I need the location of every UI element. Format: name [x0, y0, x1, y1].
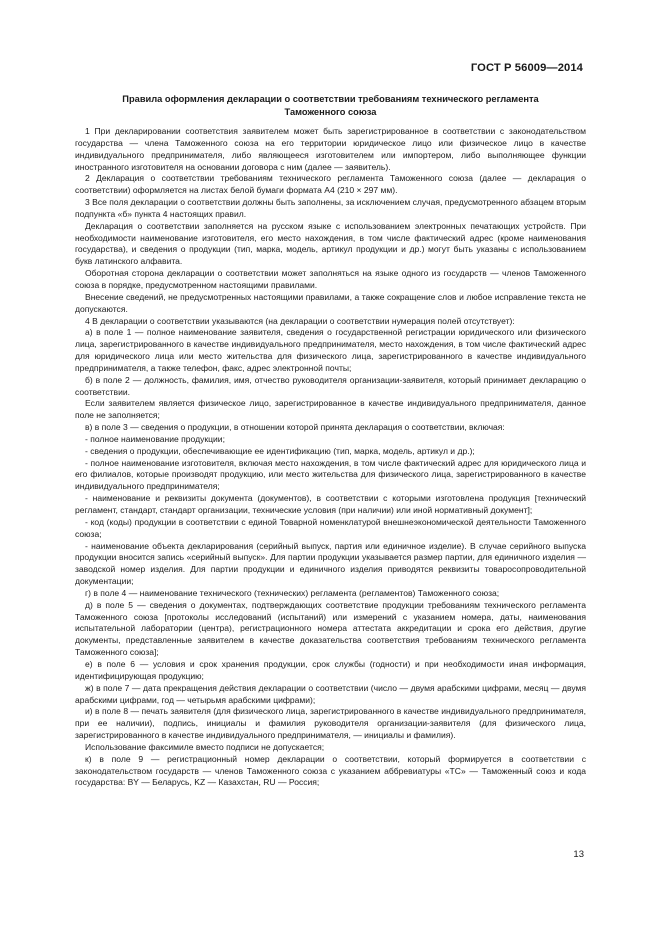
paragraph: б) в поле 2 — должность, фамилия, имя, отчество руководителя организации-заявителя, который принимает декларацию о соответствии. — [75, 374, 586, 397]
section-title — [75, 93, 586, 118]
standard-code-header: ГОСТ Р 56009—2014 — [470, 62, 583, 74]
paragraph: к) в поле 9 — регистрационный номер декларации о соответствии, который формируется в соответствии с законодательством государств — членов Таможенного союза с указанием аббревиатуры «ТС» — Таможенный союз и кода государства: BY — Беларусь, KZ — Казахстан, RU — Россия; — [75, 753, 586, 788]
paragraph: - полное наименование продукции; — [85, 433, 225, 444]
paragraph: - наименование объекта декларирования (серийный выпуск, партия или единичное изделие). В случае серийного выпуска продукции вносится запись «серийный выпуск». Для партии продукции указывается размер партии, для единичного изделия — заводской номер изделия. Для партии продукции и единичного изделия приводятся реквизиты товаросопроводительной документации; — [75, 540, 586, 587]
paragraph: - наименование и реквизиты документа (документов), в соответствии с которыми изготовлена продукция [технический регламент, стандарт, стандарт организации, технические условия (при наличии) или иной нормативный документ]; — [75, 493, 586, 515]
paragraph: Декларация о соответствии заполняется на русском языке с использованием электронных печатающих устройств. При необходимости наименование изготовителя, его место нахождения, в том числе фактический адрес (кроме наименования государства), и сведения о продукции (тип, марка, модель, артикул продукции и др.) могут быть указаны с использованием букв латинского алфавита. — [75, 220, 586, 267]
section-title-line-2: Таможенного союза — [284, 106, 377, 117]
paragraph: г) в поле 4 — наименование технического (технических) регламента (регламентов) Таможенного союза; — [85, 587, 500, 598]
paragraph: 2 Декларация о соответствии требованиям технического регламента Таможенного союза (далее — декларация о соответствии) оформляется на листах белой бумаги формата А4 (210 × 297 мм). — [75, 173, 586, 196]
paragraph: 4 В декларации о соответствии указываются (на декларации о соответствии нумерация полей отсутствует): — [85, 315, 515, 326]
paragraph: 1 При декларировании соответствия заявителем может быть зарегистрированное в соответствии с законодательством государства — члена Таможенного союза на его территории юридическое лицо или физическое лицо в качестве индивидуального предпринимателя, либо являющееся изготовителем или импортером, либо выполняющее функции иностранного изготовителя на основании договора с ним (далее — заявитель). — [75, 126, 586, 172]
paragraph: в) в поле 3 — сведения о продукции, в отношении которой принята декларация о соответствии, включая: — [85, 422, 505, 433]
paragraph: - полное наименование изготовителя, включая место нахождения, в том числе фактический адрес для юридического лица и его филиалов, которые производят продукцию, или место жительства для физического лица, зарегистрированного в качестве индивидуального предпринимателя; — [75, 457, 586, 492]
paragraph: д) в поле 5 — сведения о документах, подтверждающих соответствие продукции требованиям технического регламента Таможенного союза [протоколы исследований (испытаний) или измерений с указанием номера, даты, наименования испытательной лаборатории (центра), регистрационного номера аттестата аккредитации и срока его действия, другие документы, представленные заявителем в качестве доказательства соответствия требованиям технического регламента Таможенного союза]; — [75, 599, 586, 658]
paragraph: ж) в поле 7 — дата прекращения действия декларации о соответствии (число — двумя арабскими цифрами, месяц — двумя арабскими цифрами, год — четырьмя арабскими цифрами); — [75, 682, 586, 705]
paragraph: Если заявителем является физическое лицо, зарегистрированное в качестве индивидуального предпринимателя, данное поле не заполняется; — [75, 398, 586, 421]
paragraph: и) в поле 8 — печать заявителя (для физического лица, зарегистрированного в качестве индивидуального предпринимателя, при ее наличии), подпись, инициалы и фамилия руководителя организации-заявителя (для физического лица, зарегистрированного в качестве индивидуального предпринимателя, — инициалы и фамилия). — [75, 706, 586, 741]
document-body — [75, 126, 586, 789]
page-number: 13 — [573, 849, 584, 860]
paragraph: 3 Все поля декларации о соответствии должны быть заполнены, за исключением случая, предусмотренного абзацем вторым подпункта «б» пункта 4 настоящих правил. — [75, 197, 586, 219]
paragraph: а) в поле 1 — полное наименование заявителя, сведения о государственной регистрации юридического или физического лица, зарегистрированного в качестве индивидуального предпринимателя, место нахождения, в том числе фактический адрес для юридического лица или место жительства для физического лица, зарегистрированного в качестве индивидуального предпринимателя, а также телефон, факс, адрес электронной почты; — [75, 327, 586, 373]
paragraph: е) в поле 6 — условия и срок хранения продукции, срок службы (годности) и при необходимости иная информация, идентифицирующая продукцию; — [75, 658, 586, 681]
section-title-line-1: Правила оформления декларации о соответствии требованиям технического регламента — [122, 94, 539, 104]
paragraph: - сведения о продукции, обеспечивающие ее идентификацию (тип, марка, модель, артикул и др.); — [85, 445, 475, 456]
paragraph: Оборотная сторона декларации о соответствии может заполняться на языке одного из государств — членов Таможенного союза в порядке, предусмотренном настоящими правилами. — [75, 268, 586, 290]
paragraph: Внесение сведений, не предусмотренных настоящими правилами, а также сокращение слов и любое исправление текста не допускаются. — [75, 291, 586, 314]
paragraph: - код (коды) продукции в соответствии с единой Товарной номенклатурой внешнеэкономической деятельности Таможенного союза; — [75, 516, 586, 539]
paragraph: Использование факсимиле вместо подписи не допускается; — [85, 741, 325, 752]
